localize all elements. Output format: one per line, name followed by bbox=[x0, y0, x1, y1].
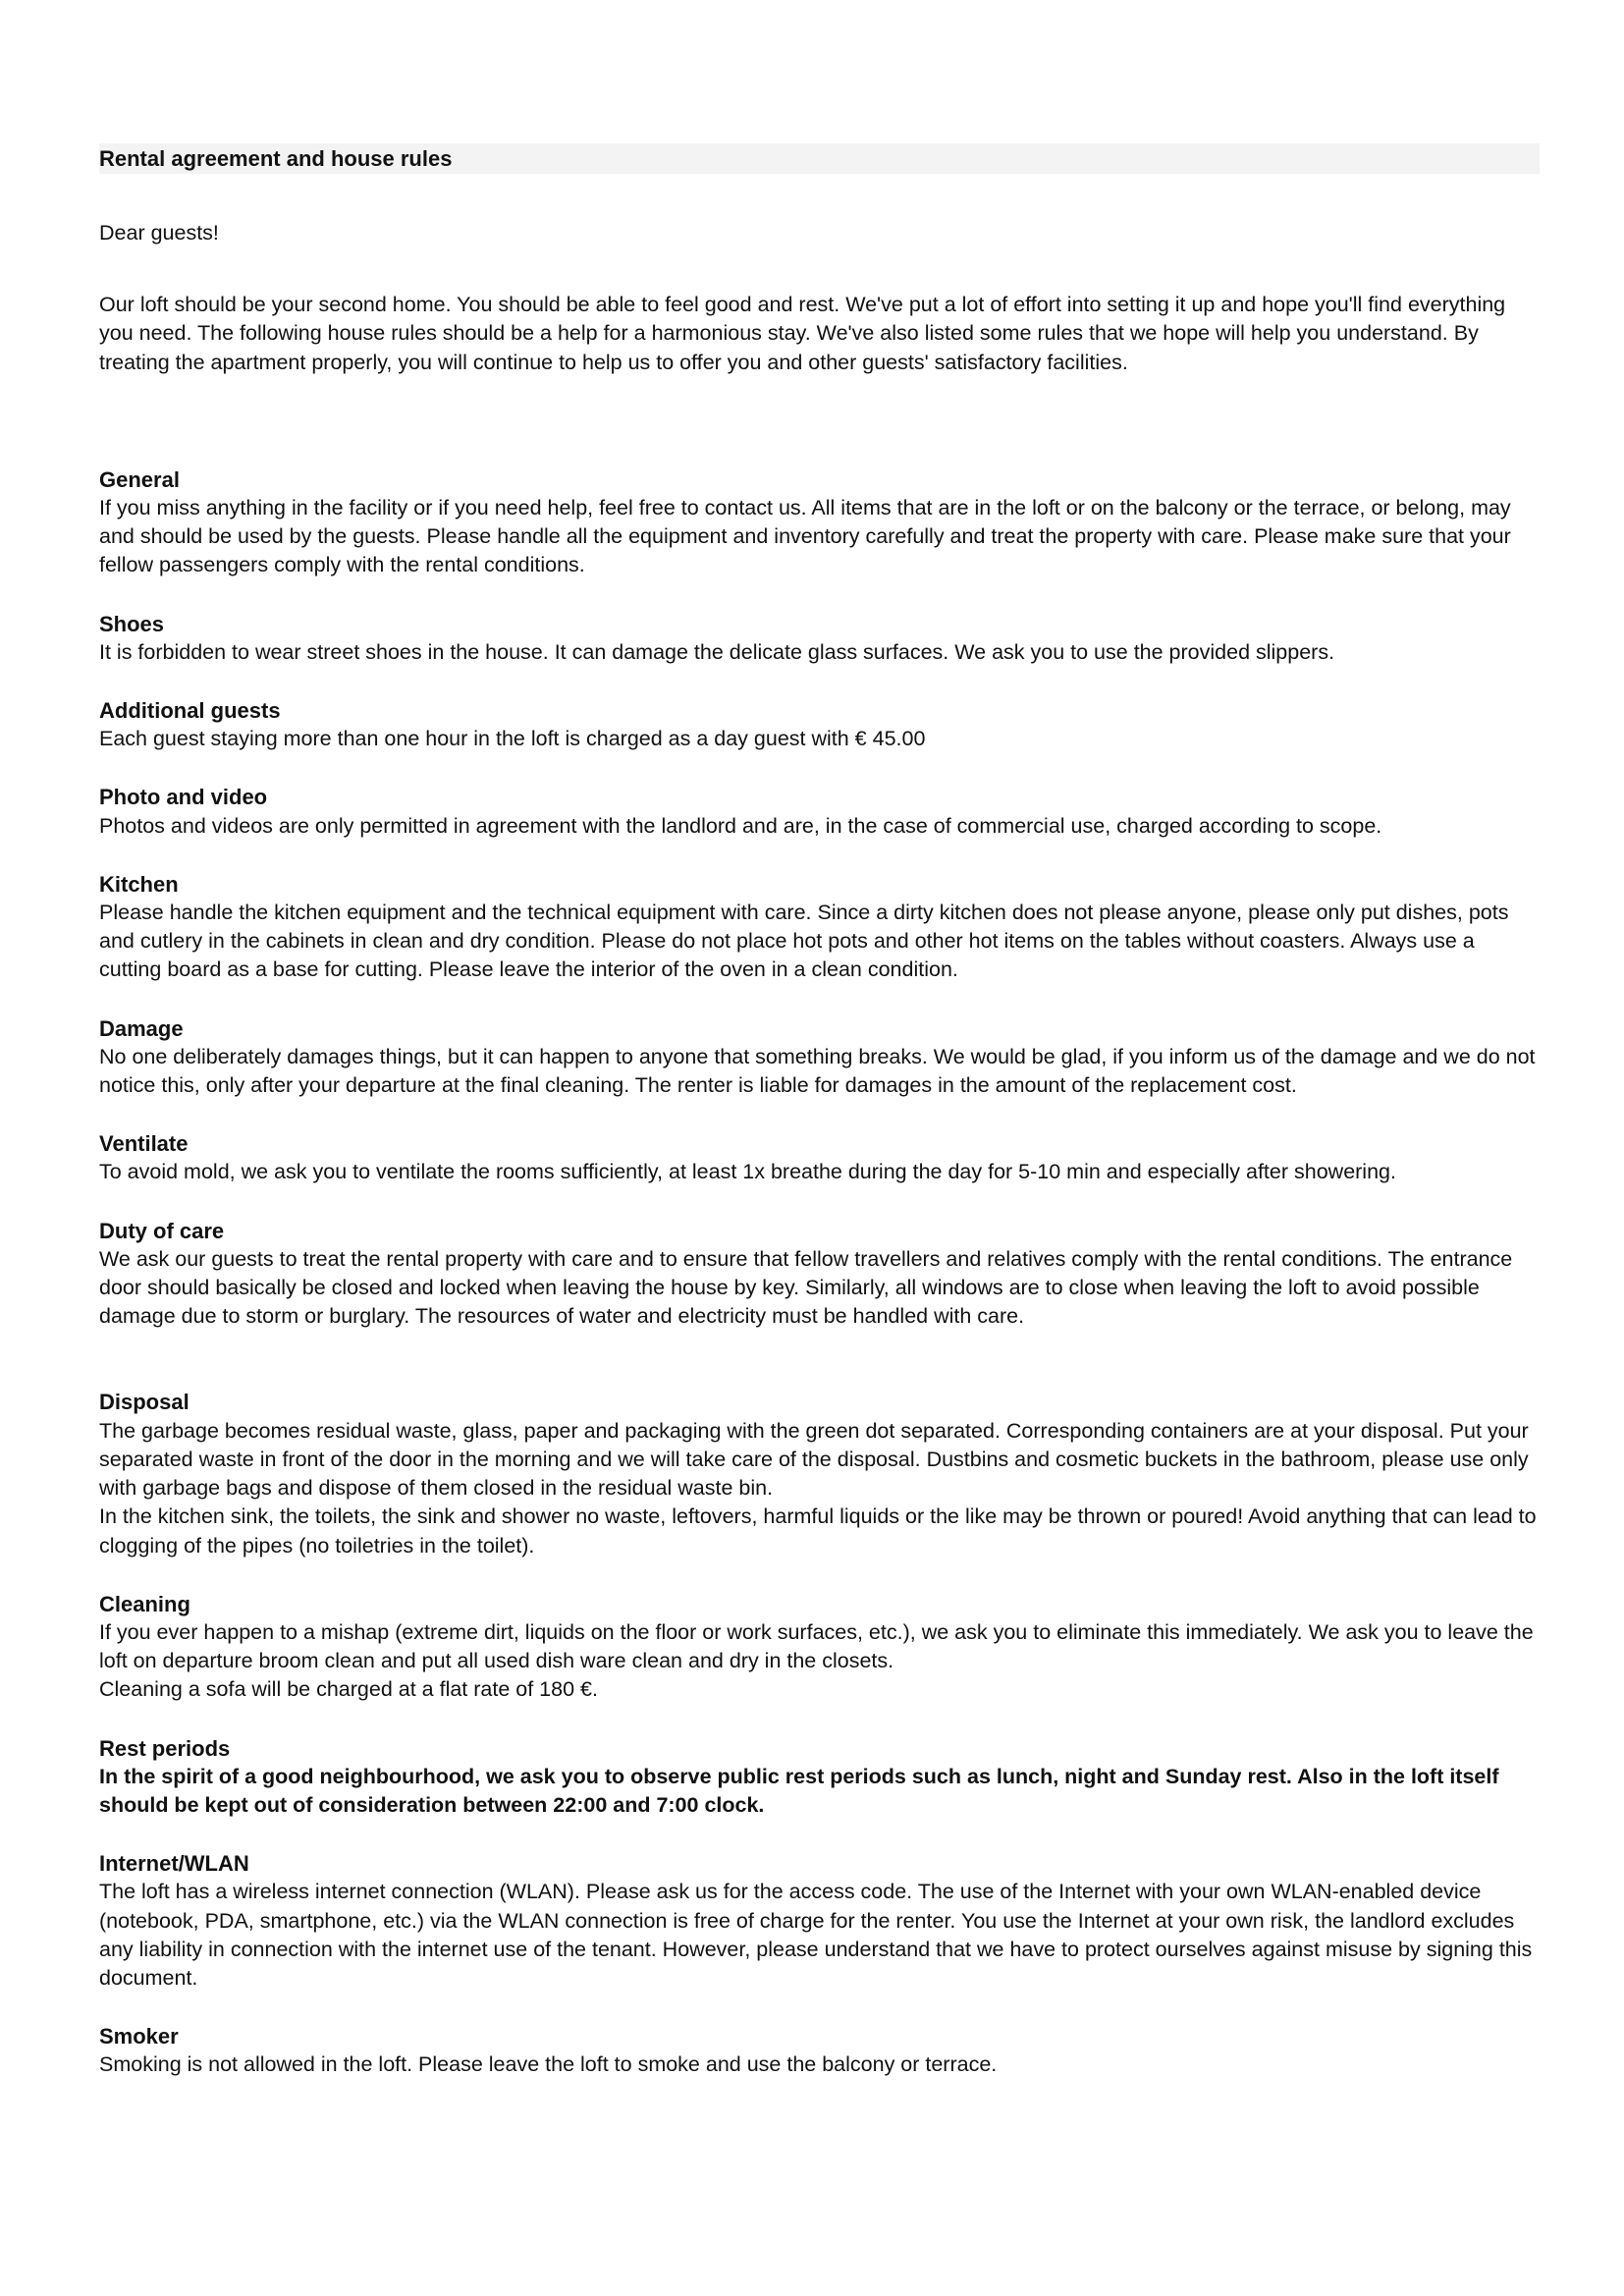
section-text: It is forbidden to wear street shoes in the house. It can damage the delicate glass surfaces. We ask you to use the provided slippers. bbox=[99, 639, 1335, 664]
document-title: Rental agreement and house rules bbox=[99, 143, 1540, 174]
section-photo-video bbox=[99, 783, 1540, 840]
intro-paragraph: Our loft should be your second home. You should be able to feel good and rest. We've put a lot of effort into setting it up and hope you'll find everything you need. The following house rules should be a help for a harmonious stay. We've also listed some rules that we hope will help you understand. By treating the apartment properly, you will continue to help us to offer you and other guests' satisfactory facilities. bbox=[99, 293, 1506, 374]
section-shoes bbox=[99, 610, 1540, 667]
section-disposal bbox=[99, 1388, 1540, 1559]
section-heading: Disposal bbox=[99, 1390, 189, 1415]
section-text: The loft has a wireless internet connection (WLAN). Please ask us for the access code. The use of the Internet with your own WLAN-enabled device (notebook, PDA, smartphone, etc.) via the WLAN connection is free of charge for the renter. You use the Internet at your own risk, the landlord excludes any liability in connection with the internet use of the tenant. However, please understand that we have to protect ourselves against misuse by signing this document. bbox=[99, 1880, 1533, 1990]
section-heading: Shoes bbox=[99, 611, 165, 636]
section-text: In the spirit of a good neighbourhood, we ask you to observe public rest periods such as lunch, night and Sunday rest. Also in the loft itself should be kept out of consideration between 22:00 and 7:00 clock. bbox=[99, 1764, 1499, 1817]
section-heading: Ventilate bbox=[99, 1131, 189, 1157]
section-text: If you miss anything in the facility or if you need help, feel free to contact us. All items that are in the loft or on the balcony or the terrace, or belong, may and should be used by the guests. Please handle all the equipment and inventory carefully and treat the property with care. Please make sure that your fellow passengers comply with the rental conditions. bbox=[99, 496, 1511, 577]
greeting: Dear guests! bbox=[99, 221, 219, 245]
section-heading: Smoker bbox=[99, 2024, 179, 2050]
section-additional-guests bbox=[99, 696, 1540, 753]
section-heading: Rest periods bbox=[99, 1735, 231, 1761]
section-text: The garbage becomes residual waste, glass, paper and packaging with the green dot separated. Corresponding containers are at your disposal. Put your separated waste in front of the door in the morning and we will take care of the disposal. Dustbins and cosmetic buckets in the bathroom, please use only with garbage bags and dispose of them closed in the residual waste bin. bbox=[99, 1418, 1529, 1501]
section-heading: Additional guests bbox=[99, 698, 281, 724]
section-text: Smoking is not allowed in the loft. Please leave the loft to smoke and use the balcony or terrace. bbox=[99, 2052, 998, 2077]
section-heading: Internet/WLAN bbox=[99, 1851, 249, 1877]
document-page bbox=[99, 143, 1540, 2080]
section-text: Each guest staying more than one hour in the loft is charged as a day guest with € 45.00 bbox=[99, 727, 926, 751]
section-heading: Kitchen bbox=[99, 871, 179, 897]
section-text: Cleaning a sofa will be charged at a flat rate of 180 €. bbox=[99, 1677, 598, 1702]
section-heading: General bbox=[99, 466, 180, 492]
section-ventilate bbox=[99, 1129, 1540, 1186]
section-text: If you ever happen to a mishap (extreme dirt, liquids on the floor or work surfaces, etc.), we ask you to eliminate this immediately. We ask you to leave the loft on departure broom clean and put all used dish ware clean and dry in the closets. bbox=[99, 1619, 1534, 1673]
section-cleaning bbox=[99, 1590, 1540, 1705]
section-duty-of-care bbox=[99, 1217, 1540, 1332]
section-text: In the kitchen sink, the toilets, the sink and shower no waste, leftovers, harmful liquids or the like may be thrown or poured! Avoid anything that can lead to clogging of the pipes (no toiletries in the toilet). bbox=[99, 1504, 1537, 1558]
section-damage bbox=[99, 1014, 1540, 1101]
section-heading: Duty of care bbox=[99, 1218, 225, 1243]
section-text: Please handle the kitchen equipment and the technical equipment with care. Since a dirty kitchen does not please anyone, please only put dishes, pots and cutlery in the cabinets in clean and dry condition. Please do not place hot pots and other hot items on the tables without coasters. Always use a cutting board as a base for cutting. Please leave the interior of the oven in a clean condition. bbox=[99, 901, 1509, 982]
section-heading: Cleaning bbox=[99, 1591, 190, 1616]
section-heading: Photo and video bbox=[99, 785, 268, 810]
section-rest-periods bbox=[99, 1734, 1540, 1821]
section-text: Photos and videos are only permitted in agreement with the landlord and are, in the case of commercial use, charged according to scope. bbox=[99, 813, 1382, 838]
section-text: To avoid mold, we ask you to ventilate the rooms sufficiently, at least 1x breathe during the day for 5-10 min and especially after showering. bbox=[99, 1160, 1396, 1184]
section-heading: Damage bbox=[99, 1015, 184, 1041]
section-text: We ask our guests to treat the rental property with care and to ensure that fellow travellers and relatives comply with the rental conditions. The entrance door should basically be closed and locked when leaving the house by key. Similarly, all windows are to close when leaving the loft to avoid possible damage due to storm or burglary. The resources of water and electricity must be handled with care. bbox=[99, 1246, 1513, 1329]
section-kitchen bbox=[99, 870, 1540, 985]
section-internet-wlan bbox=[99, 1849, 1540, 1993]
section-general bbox=[99, 465, 1540, 580]
section-smoker bbox=[99, 2022, 1540, 2079]
section-text: No one deliberately damages things, but it can happen to anyone that something breaks. We would be glad, if you inform us of the damage and we do not notice this, only after your departure at the final cleaning. The renter is liable for damages in the amount of the replacement cost. bbox=[99, 1044, 1536, 1098]
